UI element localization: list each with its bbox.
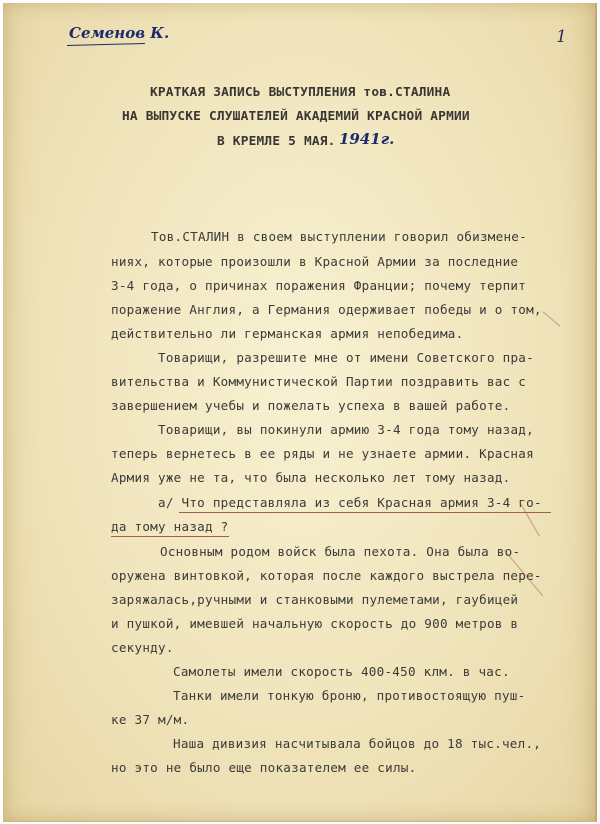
heading-underline: [179, 512, 551, 513]
header-line-2: НА ВЫПУСКЕ СЛУШАТЕЛЕЙ АКАДЕМИЙ КРАСНОЙ АРМИИ: [122, 109, 470, 124]
body-line: ке 37 м/м.: [111, 712, 190, 727]
header-line-3: В КРЕМЛЕ 5 МАЯ.: [217, 134, 336, 149]
body-line: поражение Англия, а Германия одерживает победы и о том,: [111, 302, 542, 317]
body-line: оружена винтовкой, которая после каждого выстрела пере-: [111, 568, 542, 583]
body-line: завершением учебы и пожелать успеха в вашей работе.: [111, 398, 511, 413]
author-underline: [67, 43, 145, 46]
body-line: вительства и Коммунистической Партии поздравить вас с: [111, 374, 527, 389]
section-heading-a-cont: да тому назад ?: [111, 519, 229, 534]
header-line-1: КРАТКАЯ ЗАПИСЬ ВЫСТУПЛЕНИЯ тов.СТАЛИНА: [150, 85, 451, 100]
body-line: секунду.: [111, 640, 174, 655]
body-line: но это не было еще показателем ее силы.: [111, 760, 417, 775]
body-line: Товарищи, разрешите мне от имени Советского пра-: [158, 350, 534, 365]
body-line: Наша дивизия насчитывала бойцов до 18 тыс.чел.,: [173, 736, 542, 751]
margin-mark: [543, 312, 560, 327]
body-line: Танки имели тонкую броню, противостоящую пуш-: [173, 688, 526, 703]
body-line: заряжалась,ручными и станковыми пулеметами, гаубицей: [111, 592, 519, 607]
author-name: Семенов К.: [69, 24, 170, 42]
body-line: ниях, которые произошли в Красной Армии за последние: [111, 254, 519, 269]
body-line: Самолеты имели скорость 400-450 клм. в час.: [173, 664, 510, 679]
body-line: теперь вернетесь в ее ряды и не узнаете армии. Красная: [111, 446, 534, 461]
handwritten-year: 1941г.: [339, 130, 395, 148]
body-line: Основным родом войск была пехота. Она была во-: [160, 544, 521, 559]
document-page: [3, 3, 597, 822]
page-number: 1: [556, 27, 567, 47]
body-line: и пушкой, имевшей начальную скорость до 900 метров в: [111, 616, 519, 631]
section-heading-a: а/ Что представляла из себя Красная армия 3-4 го-: [158, 495, 542, 510]
author-annotation: [65, 22, 170, 48]
heading-underline: [111, 536, 229, 537]
body-line: Тов.СТАЛИН в своем выступлении говорил обизмене-: [151, 229, 527, 244]
body-line: действительно ли германская армия непобедима.: [111, 326, 464, 341]
body-line: Товарищи, вы покинули армию 3-4 года тому назад,: [158, 422, 534, 437]
body-line: Армия уже не та, что была несколько лет тому назад.: [111, 470, 511, 485]
body-line: 3-4 года, о причинах поражения Франции; почему терпит: [111, 278, 527, 293]
